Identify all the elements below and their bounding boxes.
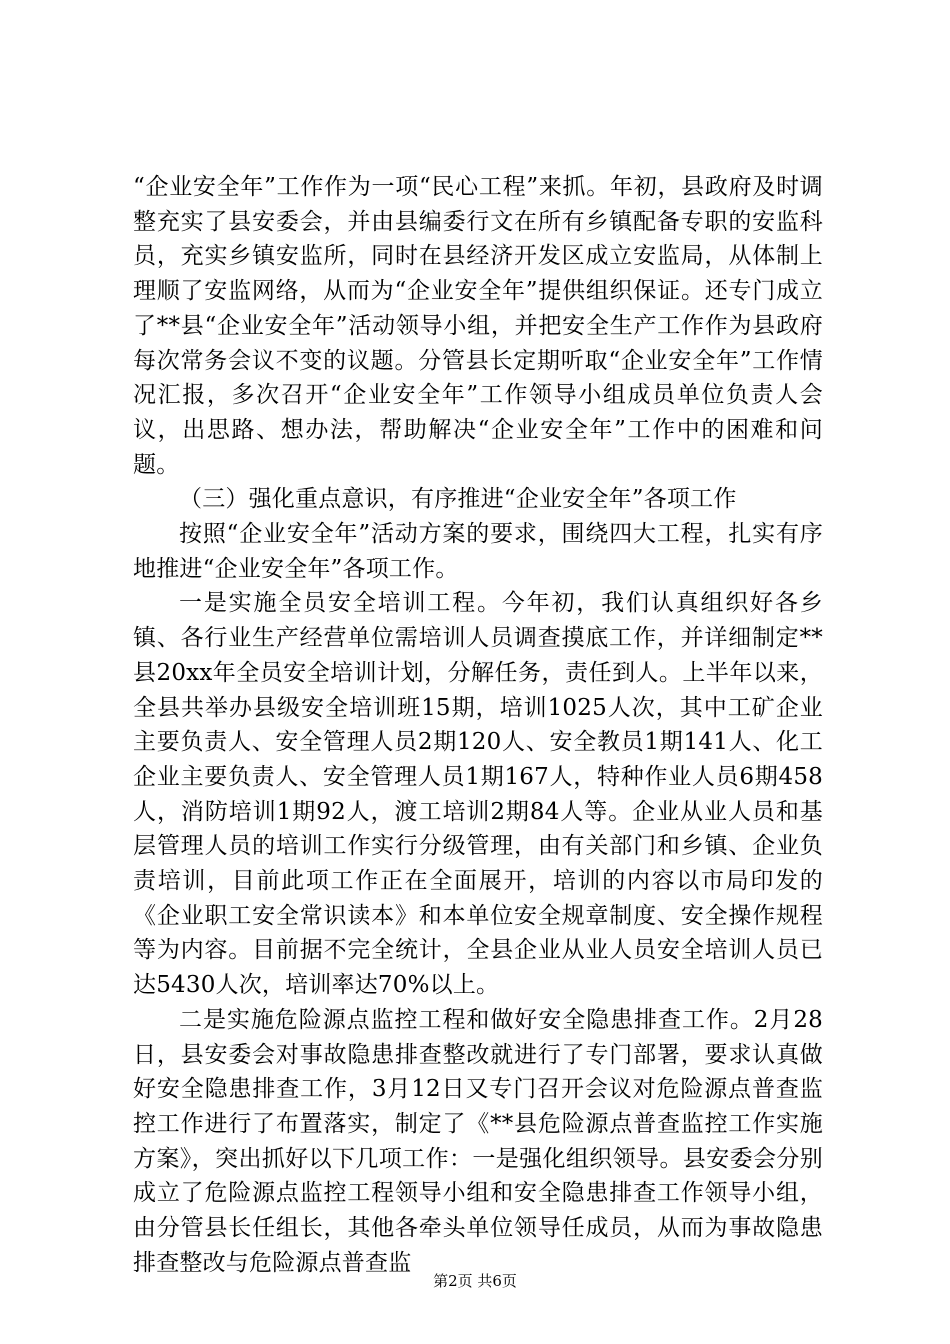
document-body	[133, 170, 823, 1281]
page-number-footer: 第2页 共6页	[433, 1272, 517, 1290]
section-heading: （三）强化重点意识，有序推进“企业安全年”各项工作	[179, 486, 737, 513]
paragraph: 二是实施危险源点监控工程和做好安全隐患排查工作。2月28日，县安委会对事故隐患排查整改就进行了专门部署，要求认真做好安全隐患排查工作，3月12日又专门召开会议对危险源点普查监控工作进行了布置落实，制定了《**县危险源点普查监控工作实施方案》，突出抓好以下几项工作：一是强化组织领导。县安委会分别成立了危险源点监控工程领导小组和安全隐患排查工作领导小组，由分管县长任组长，其他各牵头单位领导任成员，从而为事故隐患排查整改与危险源点普查监	[133, 1006, 823, 1276]
paragraph: 一是实施全员安全培训工程。今年初，我们认真组织好各乡镇、各行业生产经营单位需培训人员调查摸底工作，并详细制定**县20xx年全员安全培训计划，分解任务，责任到人。上半年以来，全县共举办县级安全培训班15期，培训1025人次，其中工矿企业主要负责人、安全管理人员2期120人、安全教员1期141人、化工企业主要负责人、安全管理人员1期167人，特种作业人员6期458人，消防培训1期92人，渡工培训2期84人等。企业从业人员和基层管理人员的培训工作实行分级管理，由有关部门和乡镇、企业负责培训，目前此项工作正在全面展开，培训的内容以市局印发的《企业职工安全常识读本》和本单位安全规章制度、安全操作规程等为内容。目前据不完全统计，全县企业从业人员安全培训人员已达5430人次，培训率达70%以上。	[133, 590, 823, 999]
paragraph: 按照“企业安全年”活动方案的要求，围绕四大工程，扎实有序地推进“企业安全年”各项工作。	[133, 521, 823, 582]
paragraph: “企业安全年”工作作为一项“民心工程”来抓。年初，县政府及时调整充实了县安委会，并由县编委行文在所有乡镇配备专职的安监科员，充实乡镇安监所，同时在县经济开发区成立安监局，从体制上理顺了安监网络，从而为“企业安全年”提供组织保证。还专门成立了**县“企业安全年”活动领导小组，并把安全生产工作作为县政府每次常务会议不变的议题。分管县长定期听取“企业安全年”工作情况汇报，多次召开“企业安全年”工作领导小组成员单位负责人会议，出思路、想办法，帮助解决“企业安全年”工作中的困难和问题。	[133, 174, 823, 478]
